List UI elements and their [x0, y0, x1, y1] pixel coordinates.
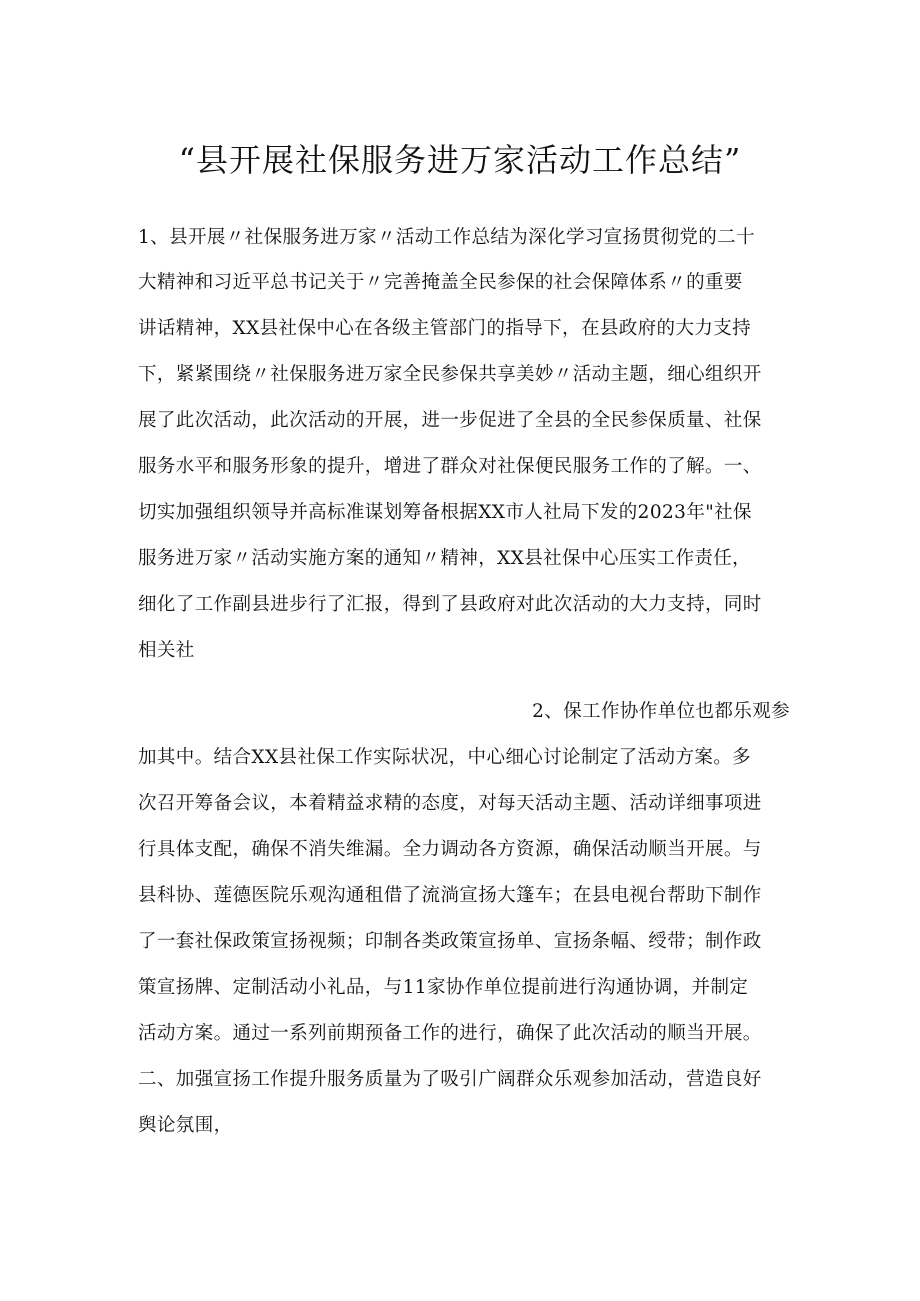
body-line: 展了此次活动，此次活动的开展，进一步促进了全县的全民参保质量、社保 — [138, 410, 762, 431]
body-line: 舆论氛围， — [138, 1115, 233, 1136]
body-line: 了一套社保政策宣扬视频；印制各类政策宣扬单、宣扬条幅、绶带；制作政 — [138, 931, 762, 952]
body-line: 细化了工作副县进步行了汇报，得到了县政府对此次活动的大力支持，同时 — [138, 594, 762, 615]
body-line: 讲话精神，XX县社保中心在各级主管部门的指导下，在县政府的大力支持 — [138, 318, 752, 339]
body-line: 二、加强宣扬工作提升服务质量为了吸引广阔群众乐观参加活动，营造良好 — [138, 1069, 762, 1090]
body-line: 策宣扬牌、定制活动小礼品，与11家协作单位提前进行沟通协调，并制定 — [138, 977, 749, 998]
body-line: 行具体支配，确保不消失维漏。全力调动各方资源，确保活动顺当开展。与 — [138, 839, 762, 860]
body-line: 1、县开展〃社保服务进万家〃活动工作总结为深化学习宣扬贯彻党的二十 — [138, 227, 755, 248]
body-line: 活动方案。通过一系列前期预备工作的进行，确保了此次活动的顺当开展。 — [138, 1023, 762, 1044]
body-line: 切实加强组织领导并高标准谋划筹备根据XX市人社局下发的2023年"社保 — [138, 502, 752, 523]
body-line: 大精神和习近平总书记关于〃完善掩盖全民参保的社会保障体系〃的重要 — [138, 272, 743, 293]
body-line: 服务进万家〃活动实施方案的通知〃精神，XX县社保中心压实工作责任， — [138, 548, 752, 569]
body-line: 县科协、莲德医院乐观沟通租借了流淌宣扬大篷车；在县电视台帮助下制作 — [138, 885, 762, 906]
document-title: “县开展社保服务进万家活动工作总结” — [178, 141, 742, 179]
body-line: 次召开筹备会议，本着精益求精的态度，对每天活动主题、活动详细事项进 — [138, 793, 762, 814]
body-line: 加其中。结合XX县社保工作实际状况，中心细心讨论制定了活动方案。多 — [138, 747, 752, 768]
body-line: 相关社 — [138, 640, 195, 661]
body-line: 服务水平和服务形象的提升，增进了群众对社保便民服务工作的了解。一、 — [138, 456, 762, 477]
section-two-heading: 2、保工作协作单位也都乐观参 — [532, 701, 790, 722]
body-line: 下，紧紧围绕〃社保服务进万家全民参保共享美妙〃活动主题，细心组织开 — [138, 364, 762, 385]
